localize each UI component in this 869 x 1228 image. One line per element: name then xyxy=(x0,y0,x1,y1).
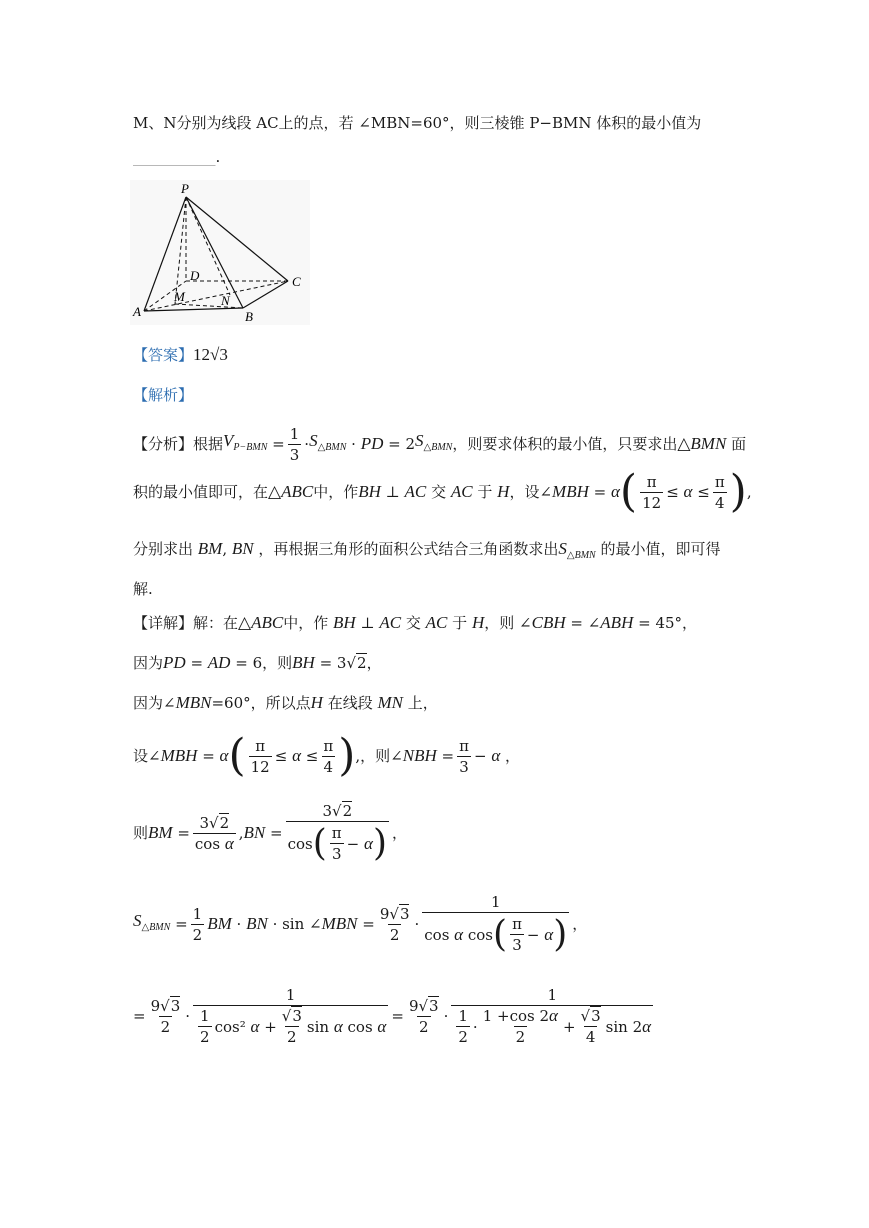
answer-tag: 【答案】 xyxy=(133,346,194,364)
analysis-line-3: 分别求出 BM, BN ，再根据三角形的面积公式结合三角函数求出$S_{\triangle BMN}$ 的最小值，即可得 xyxy=(133,539,721,561)
analysis-tag-line xyxy=(133,384,193,406)
detail-line-7: = $\frac{9√3}{2}$ · 1 $\frac{1}{2}$ cos² α + $\frac{√3}{2}$ sin α cos α = $\frac{9√3}{2}$ · 1 $\frac{1}{2}$ · $\frac{1 +\cos 2\alpha}{2}$ + $\frac{√3}{4}$ sin 2 α xyxy=(133,986,652,1046)
detail-line-6: $S_{\triangle BMN}$ = $\frac{1}{2}$ BM · BN · sin ∠ MBN = $\frac{9√3}{2}$ · 1 cos α cos ( $\frac{\pi}{3}$ − α ) ， xyxy=(133,892,588,955)
detail-line-5: 则 BM = $\frac{3√2}{\text{cos α}}$ , BN = 3√2 cos ( $\frac{\pi}{3}$ − α ) ， xyxy=(133,801,407,864)
analysis-line-1: 【分析】 根据 $V_{P-BMN}$ = $\frac{1}{3}$ · $S_{\triangle BMN}$ · PD = 2 $S_{\triangle BMN}$ ，则要求体积的最小值，只要求出 △BMN 面 xyxy=(133,424,747,464)
analysis-line-4: 解. xyxy=(133,580,153,598)
answer-value: 12√3 xyxy=(193,345,228,364)
label-C: C xyxy=(292,274,301,289)
detail-line-2: 因为PD = AD = 6，则BH = 3√2， xyxy=(133,653,382,672)
label-N: N xyxy=(221,293,230,308)
analysis-line-2: 积的最小值即可，在 △ABC 中，作 BH ⊥ AC 交 AC 于 H ，设 ∠ MBH = α ( $\frac{\pi}{12}$ ≤ α ≤ $\frac{\pi}{4}$ ) , xyxy=(133,466,752,517)
label-M: M xyxy=(174,289,185,304)
detail-line-3: 因为∠MBN=60°，所以点H 在线段 MN 上， xyxy=(133,693,438,712)
answer-line xyxy=(133,344,228,366)
problem-line-1 xyxy=(133,112,701,134)
problem-text: M、N分别为线段 AC上的点，若 ∠MBN=60°，则三棱锥 P−BMN 体积的最小值为 xyxy=(133,114,702,132)
answer-blank: ___________ xyxy=(133,148,216,166)
label-P: P xyxy=(181,181,189,196)
label-A: A xyxy=(133,304,141,319)
problem-line-2: ___________. xyxy=(133,148,221,166)
analysis-tag: 【解析】 xyxy=(133,386,194,404)
label-B: B xyxy=(245,309,253,324)
detail-line-4: 设 ∠ MBH = α ( $\frac{\pi}{12}$ ≤ α ≤ $\frac{\pi}{4}$ ) , ，则 ∠ NBH = $\frac{\pi}{3}$ − α ， xyxy=(133,730,521,781)
detail-line-1: 【详解】解：在△ABC中，作 BH ⊥ AC 交 AC 于 H，则 ∠CBH = ∠ABH = 45°， xyxy=(133,613,698,632)
label-D: D xyxy=(190,268,200,283)
pyramid-figure xyxy=(130,180,310,325)
